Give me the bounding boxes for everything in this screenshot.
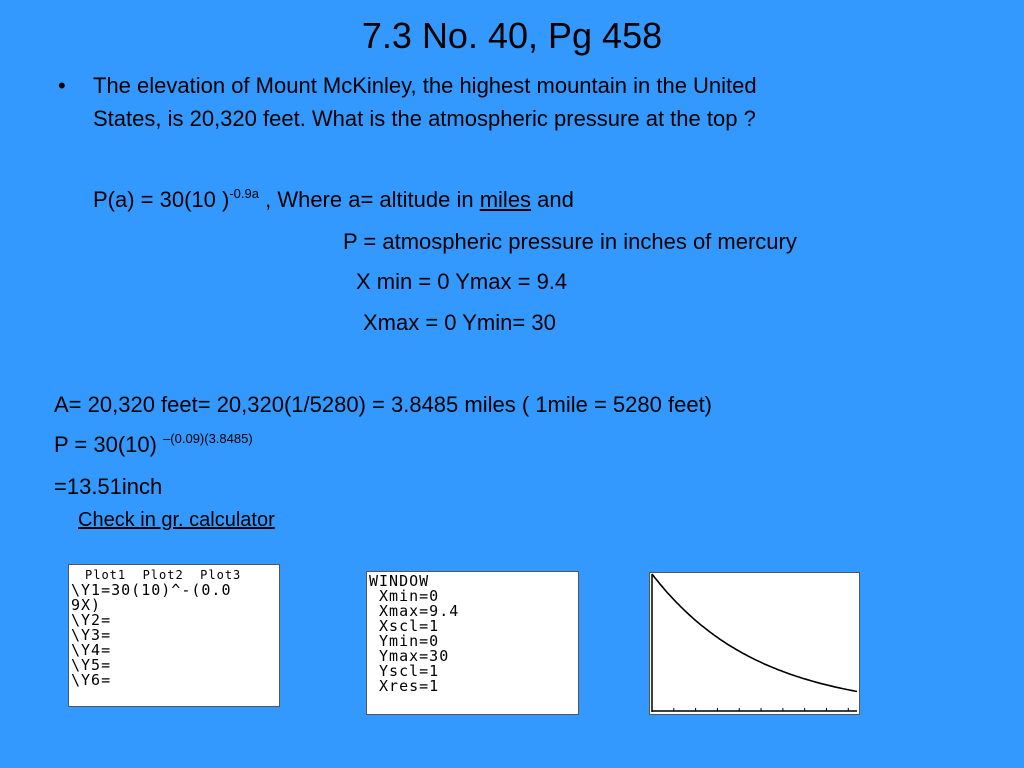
pressure-calc-base: P = 30(10) <box>54 432 164 457</box>
y-line: \Y6= <box>71 671 112 689</box>
window-line: Ymin=0 <box>369 632 440 650</box>
y-line: \Y5= <box>71 656 112 674</box>
bullet: • <box>58 73 66 98</box>
problem-text-line2: States, is 20,320 feet. What is the atmospheric pressure at the top ? <box>93 106 756 131</box>
formula-exponent: -0.9a <box>229 186 259 201</box>
plot-header: Plot1 Plot2 Plot3 <box>85 568 242 582</box>
window-line: WINDOW <box>369 572 430 590</box>
window-line: Yscl=1 <box>369 662 440 680</box>
formula-base: P(a) = 30(10 ) <box>93 187 230 212</box>
formula-line <box>93 187 574 216</box>
conversion-line: A= 20,320 feet= 20,320(1/5280) = 3.8485 miles ( 1mile = 5280 feet) <box>54 392 713 417</box>
miles-word: miles <box>479 187 532 212</box>
graph-plot <box>650 573 859 714</box>
window-line: Xres=1 <box>369 677 440 695</box>
calculator-y-editor-screen <box>68 564 280 707</box>
slide-title: 7.3 No. 40, Pg 458 <box>361 15 663 56</box>
window-line: Xmin=0 <box>369 587 440 605</box>
calculator-window-screen <box>366 571 579 715</box>
window-settings-row2: Xmax = 0 Ymin= 30 <box>363 310 556 335</box>
result-line: =13.51inch <box>54 474 163 499</box>
y-line: 9X) <box>71 596 102 614</box>
calculator-graph-screen <box>649 572 860 715</box>
check-calculator-link[interactable]: Check in gr. calculator <box>78 509 275 531</box>
window-settings-row1: X min = 0 Ymax = 9.4 <box>356 269 568 294</box>
y-line: \Y2= <box>71 611 112 629</box>
where-text: , Where a= altitude in <box>258 187 480 212</box>
and-word: and <box>531 187 574 212</box>
problem-text-line1: The elevation of Mount McKinley, the highest mountain in the United <box>93 73 757 98</box>
window-line: Ymax=30 <box>369 647 450 665</box>
window-line: Xmax=9.4 <box>369 602 460 620</box>
y-line: \Y1=30(10)^-(0.0 <box>71 581 232 599</box>
y-line: \Y3= <box>71 626 112 644</box>
pressure-definition: P = atmospheric pressure in inches of mercury <box>343 229 797 254</box>
pressure-calc-exponent: –(0.09)(3.8485) <box>163 431 253 446</box>
pressure-curve <box>652 574 857 692</box>
pressure-calc-line <box>54 432 253 461</box>
y-line: \Y4= <box>71 641 112 659</box>
window-line: Xscl=1 <box>369 617 440 635</box>
